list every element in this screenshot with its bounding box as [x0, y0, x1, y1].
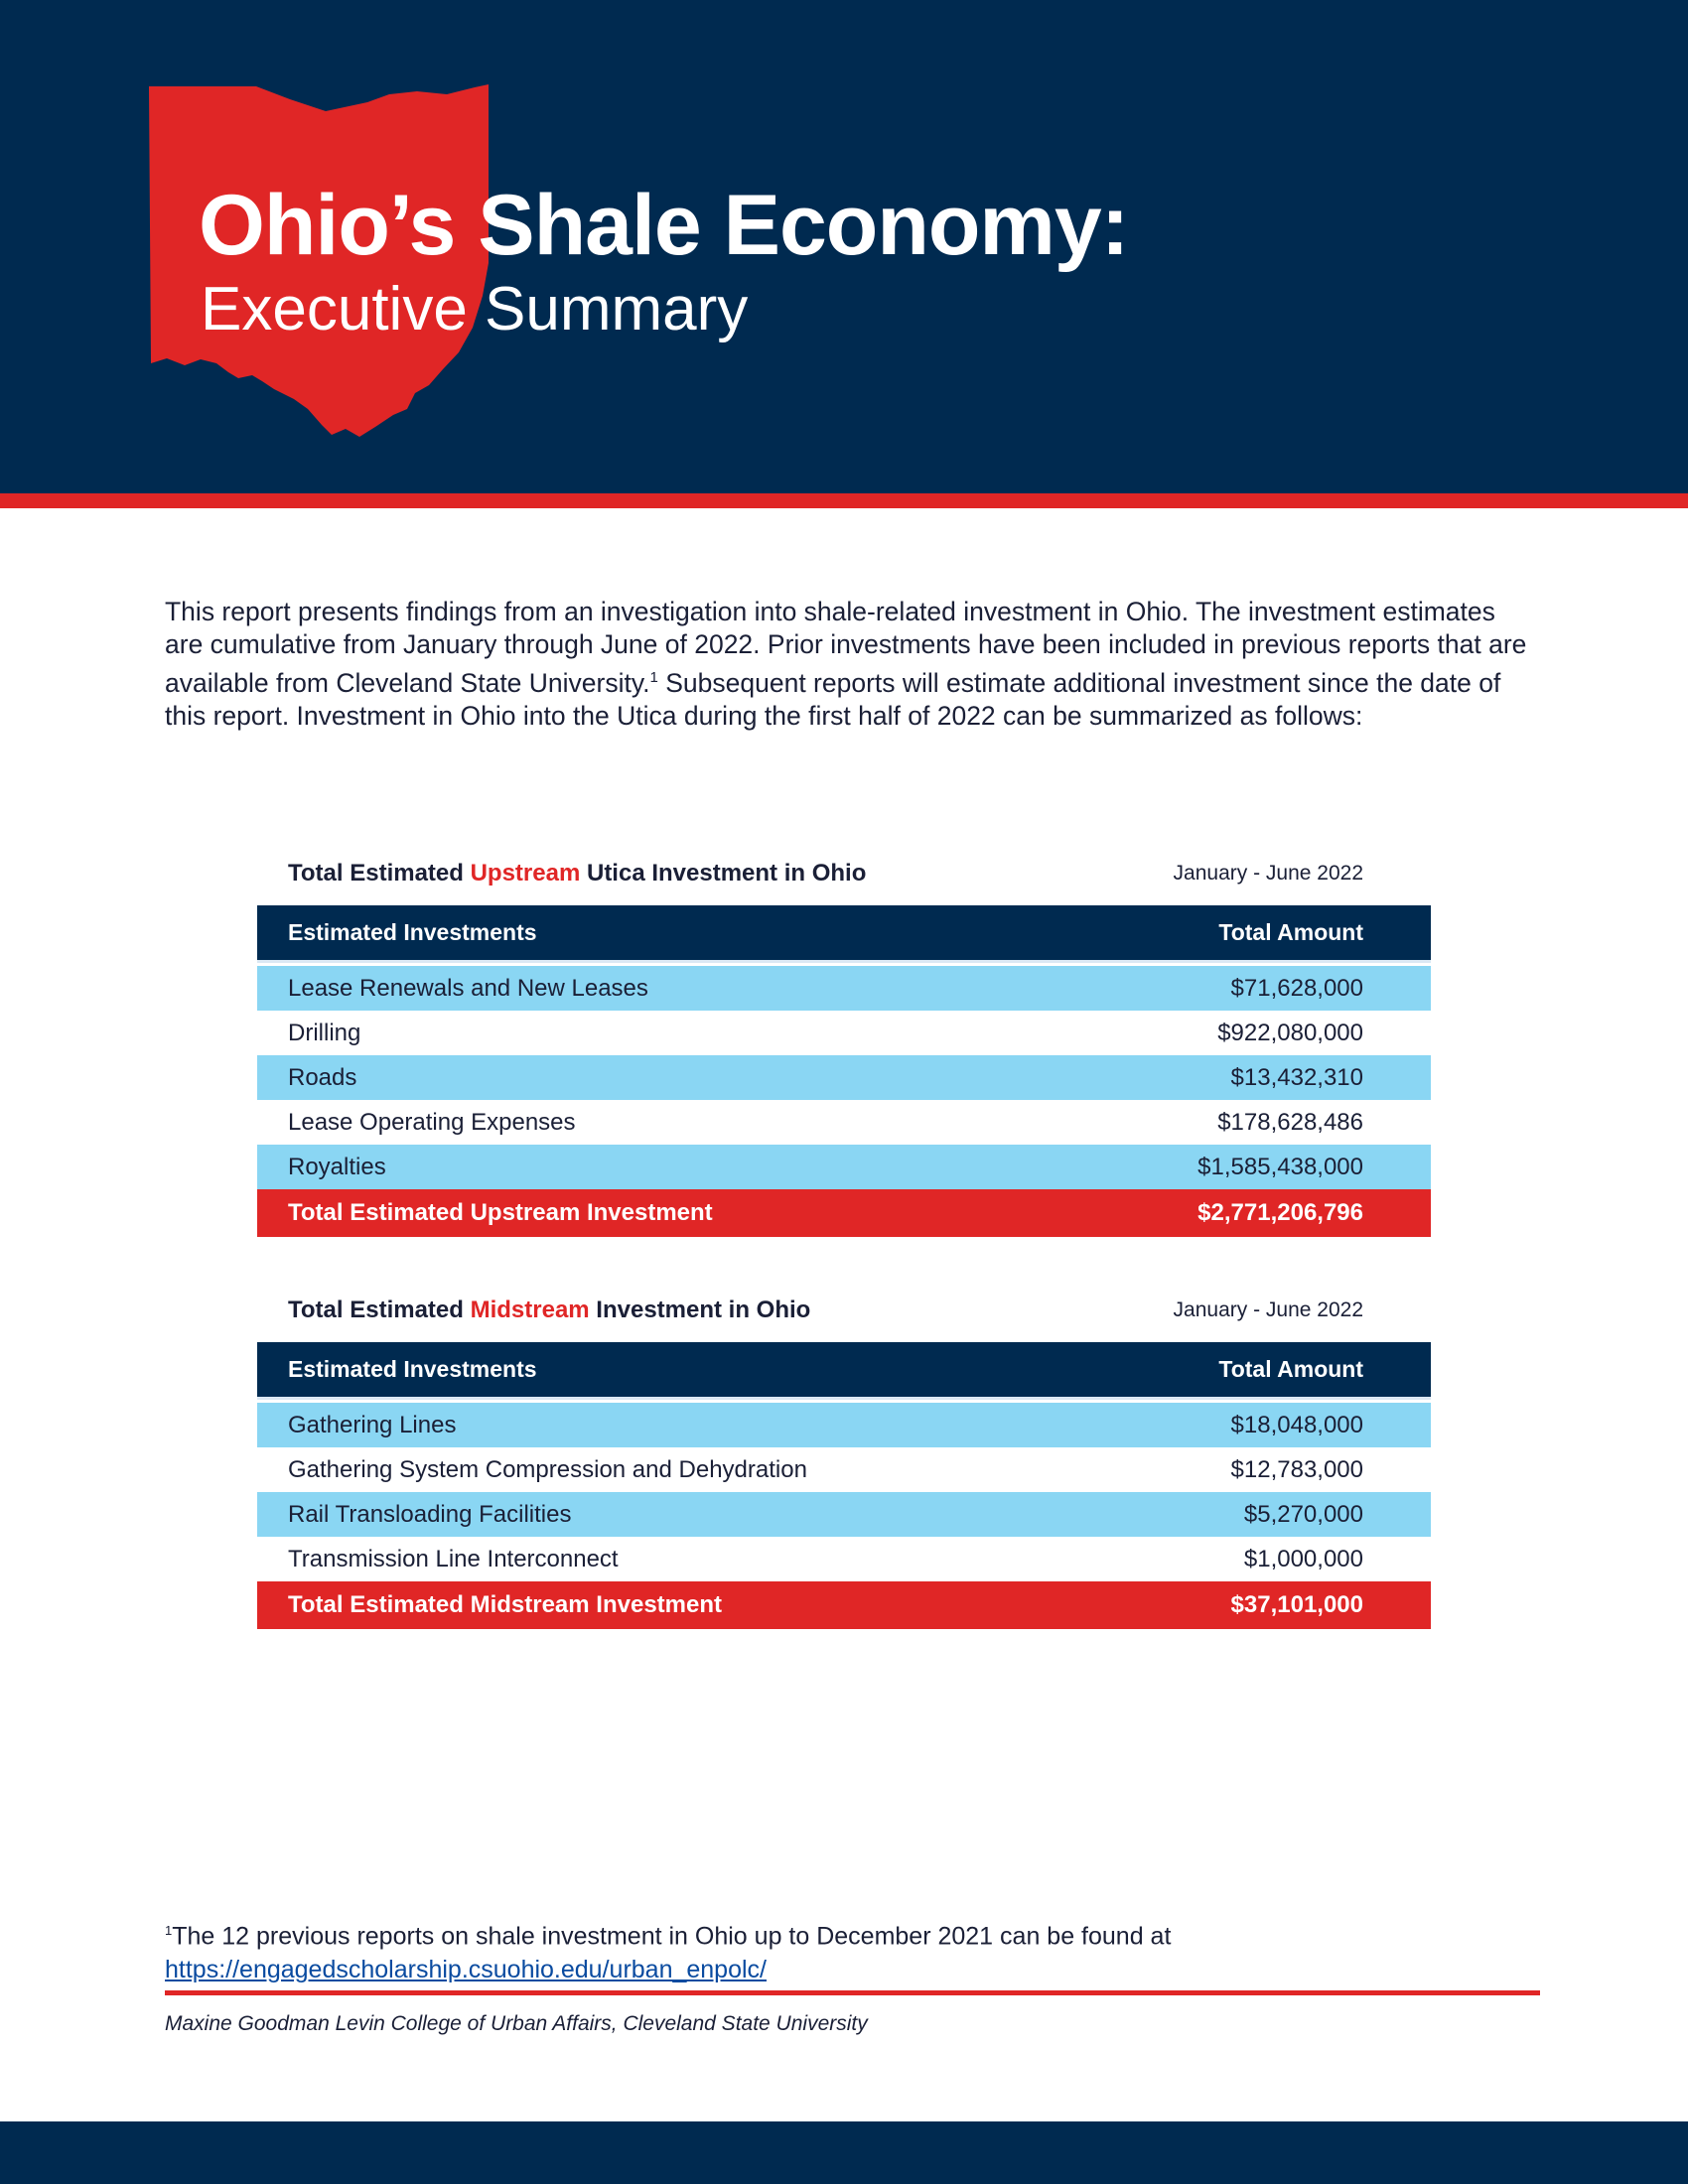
intro-text: This report presents findings from an investigation into shale-related investment in Ohio. The investment estimates are cumulative from January through June of 2022. Prior investments have been included in previous reports that are available from Cleveland State University.	[165, 597, 1527, 698]
table-row: Drilling $922,080,000	[288, 1019, 1363, 1046]
table-period: January - June 2022	[1173, 1298, 1363, 1321]
column-header-amount: Total Amount	[1218, 1356, 1363, 1382]
footnote-text: The 12 previous reports on shale investment in Ohio up to December 2021 can be found at	[172, 1922, 1172, 1951]
midstream-investment-table	[257, 1297, 1431, 1629]
table-total-row: Total Estimated Midstream Investment $37,101,000	[257, 1581, 1431, 1629]
table-total-row: Total Estimated Upstream Investment $2,771,206,796	[257, 1189, 1431, 1237]
table-divider	[257, 1397, 1431, 1400]
table-row: Rail Transloading Facilities $5,270,000	[257, 1492, 1431, 1537]
table-row: Roads $13,432,310	[257, 1055, 1431, 1100]
column-header-item: Estimated Investments	[288, 1356, 537, 1382]
footnote-link[interactable]: https://engagedscholarship.csuohio.edu/urban_enpolc/	[165, 1956, 767, 1984]
table-title-row	[257, 1297, 1431, 1336]
column-header-amount: Total Amount	[1218, 919, 1363, 945]
table-row: Lease Operating Expenses $178,628,486	[288, 1108, 1363, 1136]
table-title-highlight: Upstream	[470, 860, 581, 887]
upstream-investment-table	[257, 860, 1431, 1237]
intro-paragraph	[165, 596, 1530, 733]
table-divider	[257, 960, 1431, 963]
table-header	[257, 1342, 1431, 1397]
page-subtitle: Executive Summary	[201, 275, 749, 343]
table-row: Royalties $1,585,438,000	[257, 1145, 1431, 1189]
table-title: Total Estimated Upstream Utica Investment in Ohio	[288, 860, 867, 887]
table-header	[257, 905, 1431, 960]
footnote-marker: 1	[165, 1923, 173, 1938]
page-title: Ohio’s Shale Economy:	[199, 178, 1129, 273]
table-period: January - June 2022	[1173, 862, 1363, 885]
table-row: Transmission Line Interconnect $1,000,000	[288, 1545, 1363, 1572]
intro-text-continued: Subsequent reports will estimate additional investment since the date of this report. Investment in Ohio into the Utica during the first half of 2022 can be summarized as follows:	[165, 667, 1501, 731]
footer-divider	[165, 1990, 1540, 1995]
footer-institution: Maxine Goodman Levin College of Urban Affairs, Cleveland State University	[165, 2012, 868, 2035]
column-header-item: Estimated Investments	[288, 919, 537, 945]
table-row: Gathering Lines $18,048,000	[257, 1403, 1431, 1447]
table-title-highlight: Midstream	[470, 1297, 590, 1323]
footnote-ref[interactable]: 1	[649, 669, 658, 686]
footer-band	[0, 2121, 1688, 2184]
table-row: Gathering System Compression and Dehydration $12,783,000	[288, 1455, 1363, 1483]
table-title: Total Estimated Midstream Investment in Ohio	[288, 1297, 811, 1323]
footnote	[165, 1914, 1171, 1986]
table-title-row	[257, 860, 1431, 899]
table-row: Lease Renewals and New Leases $71,628,000	[257, 966, 1431, 1011]
